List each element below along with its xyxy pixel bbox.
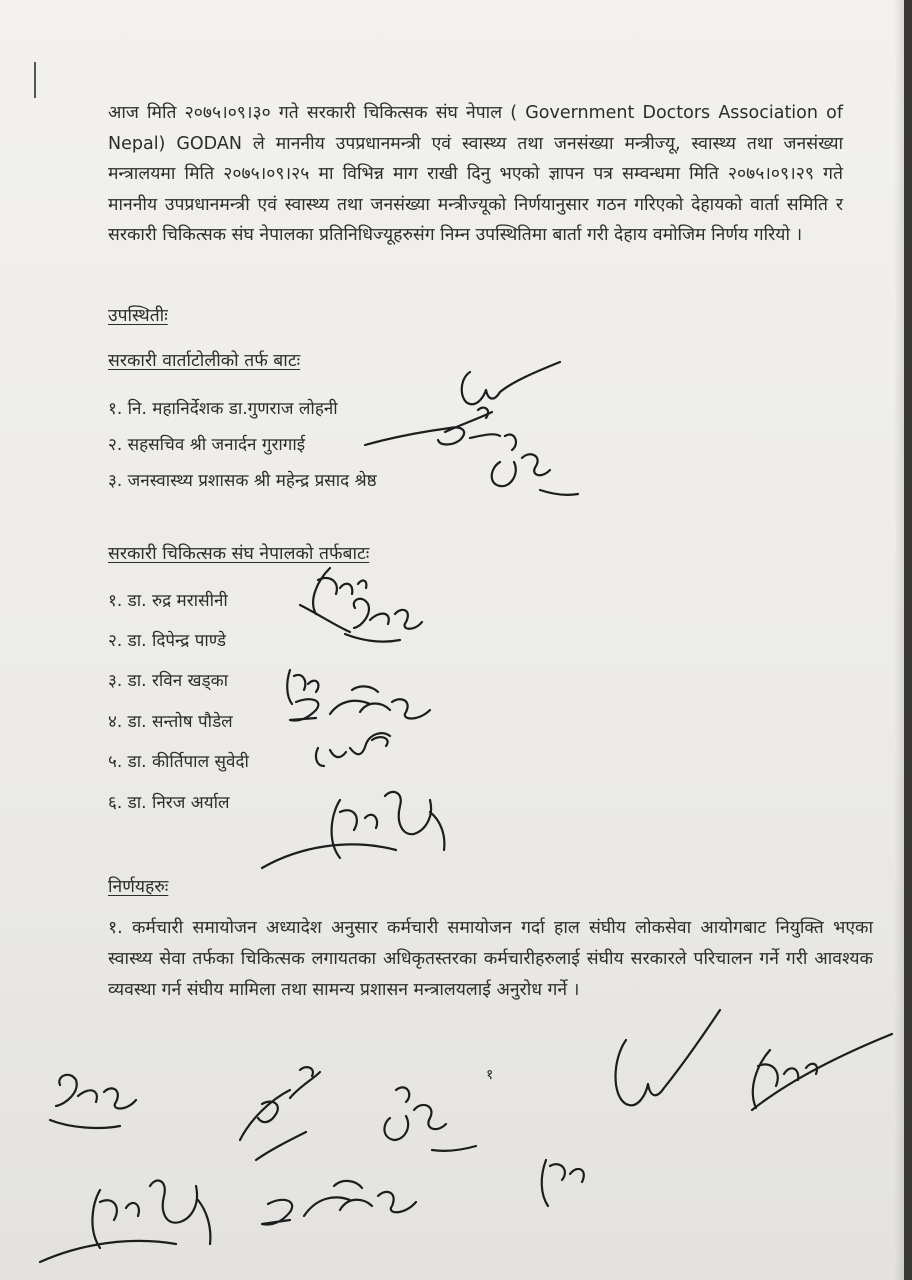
godan-member-4: ४. डा. सन्तोष पौडेल <box>108 712 233 732</box>
signature-guragai <box>365 408 500 445</box>
godan-team-heading: सरकारी चिकित्सक संघ नेपालको तर्फबाटः <box>108 544 370 564</box>
godan-member-2: २. डा. दिपेन्द्र पाण्डे <box>108 631 226 651</box>
bottom-signature-paudel <box>262 1181 416 1225</box>
godan-member-1: १. डा. रुद्र मरासीनी <box>108 591 228 611</box>
decisions-heading: निर्णयहरुः <box>108 877 169 897</box>
bottom-signature-shrestha <box>384 1087 476 1150</box>
government-member-1: १. नि. महानिर्देशक डा.गुणराज लोहनी <box>108 399 338 419</box>
signature-shrestha <box>492 435 578 495</box>
bottom-signature-khadka <box>542 1160 584 1206</box>
government-member-3: ३. जनस्वास्थ्य प्रशासक श्री महेन्द्र प्रसाद श्रेष्ठ <box>108 471 377 491</box>
bottom-signature-pande <box>50 1075 136 1128</box>
godan-member-6: ६. डा. निरज अर्याल <box>108 793 230 813</box>
attendance-heading: उपस्थितीः <box>108 306 168 326</box>
bottom-signature-marasini <box>752 1034 892 1110</box>
signature-subedi <box>316 733 390 766</box>
signature-lohani <box>462 362 560 404</box>
signature-pande <box>345 599 422 642</box>
government-team-heading: सरकारी वार्ताटोलीको तर्फ बाटः <box>108 351 301 371</box>
intro-paragraph: आज मिति २०७५।०९।३० गते सरकारी चिकित्सक संघ नेपाल ( Government Doctors Association of Nepal) GODAN ले माननीय उपप्रधानमन्त्री एवं स्वास्थ्य तथा जनसंख्या मन्त्रीज्यू, स्वास्थ्य तथा जनसंख्या मन्त्रालयमा मिति २०७५।०९।२५ मा विभिन्न माग राखी दिनु भएको ज्ञापन पत्र सम्वन्धमा मिति २०७५।०९।२९ गते माननीय उपप्रधानमन्त्री एवं स्वास्थ्य तथा जनसंख्या मन्त्रीज्यूको निर्णयानुसार गठन गरिएको देहायको वार्ता समिति र सरकारी चिकित्सक संघ नेपालका प्रतिनिधिज्यूहरुसंग निम्न उपस्थितिमा बार्ता गरी देहाय वमोजिम निर्णय गरियो । <box>108 103 843 245</box>
godan-member-3: ३. डा. रविन खड्का <box>108 671 229 691</box>
decision-1: १. कर्मचारी समायोजन अध्यादेश अनुसार कर्मचारी समायोजन गर्दा हाल संघीय लोकसेवा आयोगबाट नियुक्ति भएका स्वास्थ्य सेवा तर्फका चिकित्सक लगायतका अधिकृतस्तरका कर्मचारीहरुलाई संघीय सरकारले परिचालन गर्ने गरी आवश्यक व्यवस्था गर्न संघीय मामिला तथा सामन्य प्रशासन मन्त्रालयलाई अनुरोध गर्ने । <box>108 918 873 1000</box>
bottom-signature-lohani <box>616 1010 721 1105</box>
signature-paudel <box>290 686 430 720</box>
bottom-signature-guragai <box>240 1067 320 1160</box>
godan-member-5: ५. डा. कीर्तिपाल सुवेदी <box>108 752 249 772</box>
signature-aryal <box>262 792 444 868</box>
government-member-2: २. सहसचिव श्री जनार्दन गुरागाई <box>108 435 306 455</box>
bottom-signature-aryal <box>40 1181 210 1262</box>
signature-page-number: १ <box>486 1067 494 1083</box>
